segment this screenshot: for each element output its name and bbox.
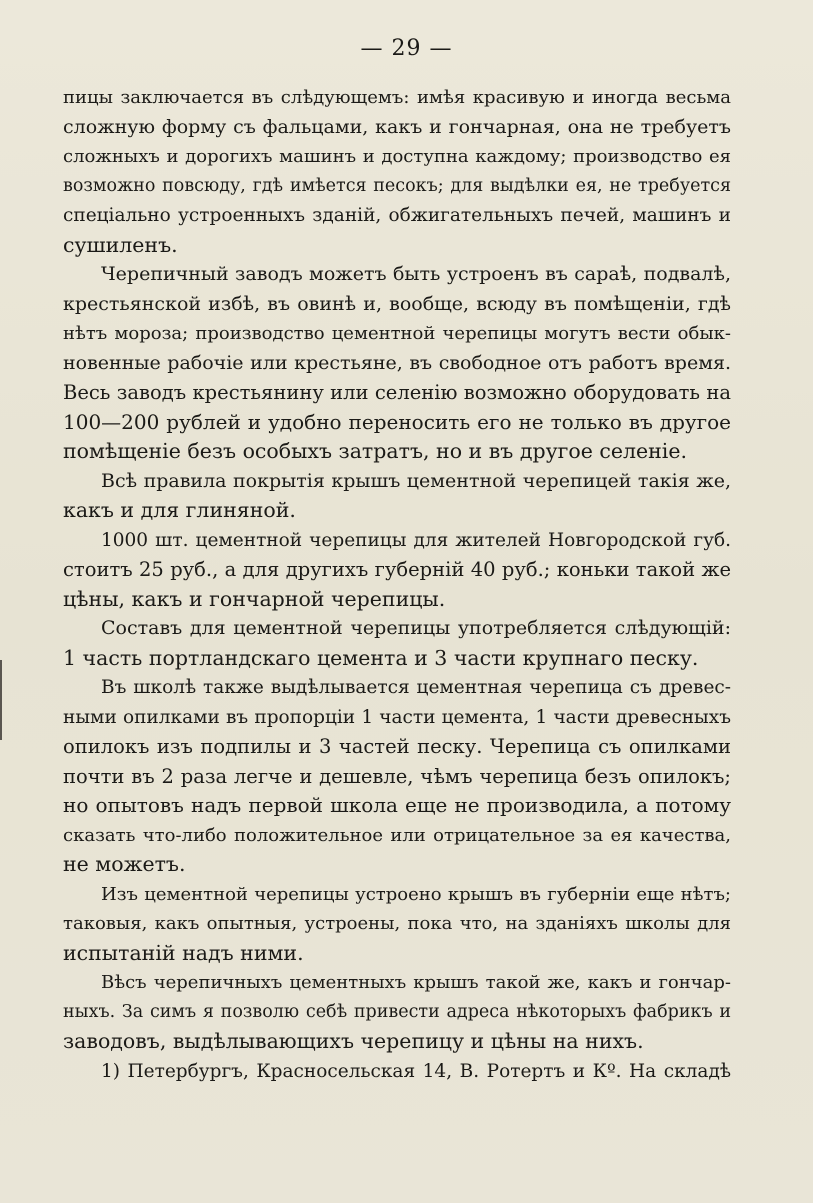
text-line: почти въ 2 раза легче и дешевле, чѣмъ черепица безъ опилокъ; <box>63 764 731 788</box>
text-line: пицы заключается въ слѣдующемъ: имѣя красивую и иногда весьма <box>63 87 731 108</box>
text-line: 1) Петербургъ, Красносельская 14, В. Ротертъ и Кº. На складѣ <box>101 1060 731 1082</box>
text-line: Всѣ правила покрытія крышъ цементной черепицей такія же, <box>101 469 731 492</box>
text-line: заводовъ, выдѣлывающихъ черепицу и цѣны на нихъ. <box>63 1029 644 1053</box>
text-line: Черепичный заводъ можетъ быть устроенъ въ сараѣ, подвалѣ, <box>101 263 731 285</box>
text-line: Весь заводъ крестьянину или селенію возможно оборудовать на <box>63 381 731 404</box>
margin-mark <box>0 660 2 740</box>
text-line: помѣщеніе безъ особыхъ затратъ, но и въ другое селеніе. <box>63 439 688 463</box>
text-line: какъ и для глиняной. <box>63 498 296 522</box>
text-line: цѣны, какъ и гончарной черепицы. <box>63 586 446 611</box>
text-line: новенные рабочіе или крестьяне, въ свободное отъ работъ время. <box>63 351 731 374</box>
text-line: 100—200 рублей и удобно переносить его не только въ другое <box>63 409 731 434</box>
text-line: стоитъ 25 руб., а для другихъ губерній 40 руб.; коньки такой же <box>63 558 731 581</box>
text-line: Вѣсъ черепичныхъ цементныхъ крышъ такой же, какъ и гончар- <box>101 972 731 993</box>
text-line: испытаній надъ ними. <box>63 940 304 965</box>
text-line: сказать что-либо положительное или отрицательное за ея качества, <box>63 824 731 846</box>
text-line: Изъ цементной черепицы устроено крышъ въ губерніи еще нѣтъ; <box>101 883 731 905</box>
text-line: Составъ для цементной черепицы употребляется слѣдующій: <box>101 617 731 639</box>
text-line: крестьянской избѣ, въ овинѣ и, вообще, всюду въ помѣщеніи, гдѣ <box>63 292 731 315</box>
text-line: спеціально устроенныхъ зданій, обжигательныхъ печей, машинъ и <box>63 205 731 226</box>
page-number: — 29 — <box>360 36 453 61</box>
text-line: ными опилками въ пропорціи 1 части цемента, 1 части древесныхъ <box>63 706 731 728</box>
text-line: 1 часть портландскаго цемента и 3 части крупнаго песку. <box>63 645 699 670</box>
text-line: 1000 шт. цементной черепицы для жителей Новгородской губ. <box>101 529 731 551</box>
text-line: таковыя, какъ опытныя, устроены, пока что, на зданіяхъ школы для <box>63 913 731 934</box>
text-line: но опытовъ надъ первой школа еще не производила, а потому <box>63 793 731 817</box>
text-line: сложную форму съ фальцами, какъ и гончарная, она не требуетъ <box>63 115 731 138</box>
text-line: не можетъ. <box>63 852 186 876</box>
text-line: ныхъ. За симъ я позволю себѣ привести адреса нѣкоторыхъ фабрикъ и <box>63 1001 731 1022</box>
text-line: возможно повсюду, гдѣ имѣется песокъ; для выдѣлки ея, не требуется <box>63 175 731 196</box>
text-line: Въ школѣ также выдѣлывается цементная черепица съ древес- <box>101 677 731 698</box>
text-line: опилокъ изъ подпилы и 3 частей песку. Черепица съ опилками <box>63 735 731 758</box>
text-line: нѣтъ мороза; производство цементной черепицы могутъ вести обык- <box>63 323 731 344</box>
text-line: сложныхъ и дорогихъ машинъ и доступна каждому; производство ея <box>63 146 731 167</box>
text-line: сушиленъ. <box>63 232 178 257</box>
body-text <box>63 83 731 1086</box>
